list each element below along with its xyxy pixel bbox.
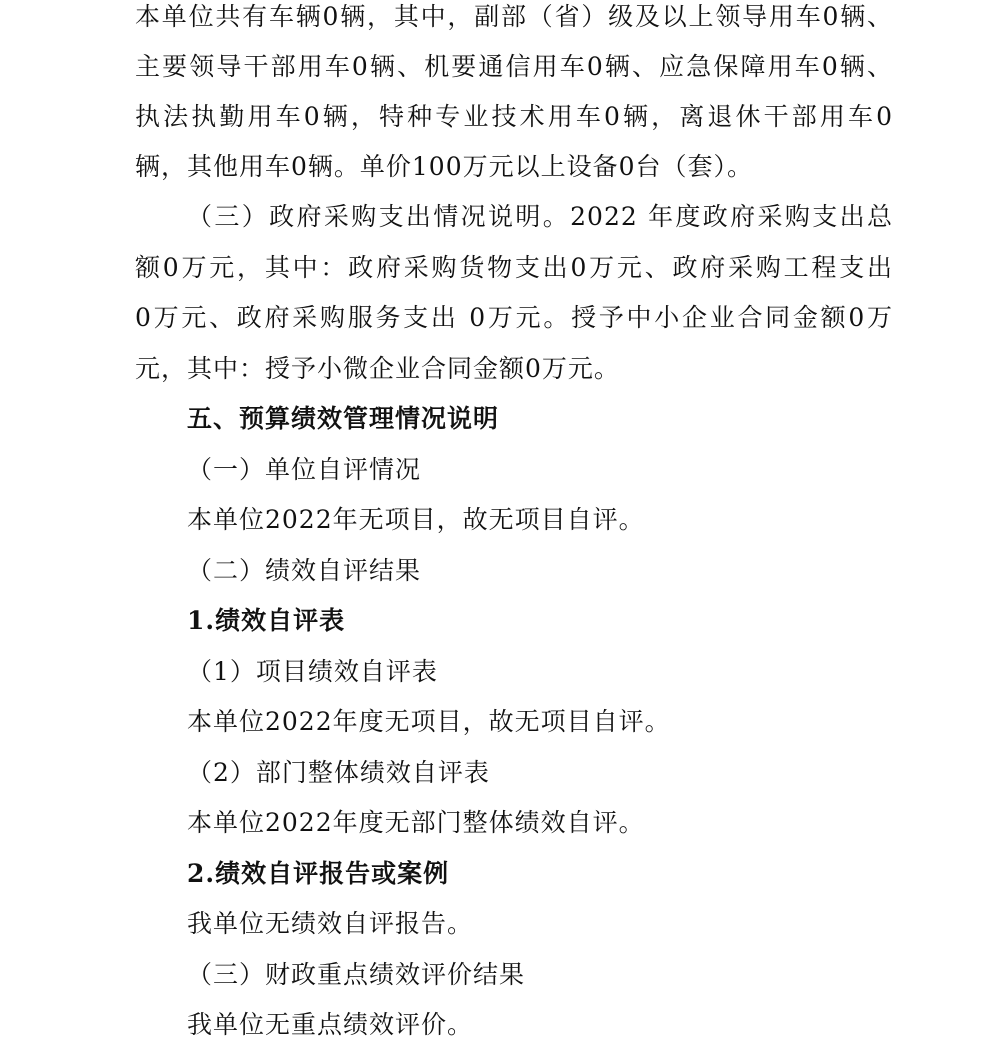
section-5-heading: 五、预算绩效管理情况说明 (187, 404, 500, 433)
dept-eval-table-heading: （2）部门整体绩效自评表 (187, 758, 490, 787)
unit-self-eval-text: 本单位2022年无项目，故无项目自评。 (187, 505, 645, 534)
self-eval-report-heading: 2.绩效自评报告或案例 (187, 859, 450, 888)
vehicles-paragraph-line-3: 执法执勤用车0辆，特种专业技术用车0辆，离退休干部用车0 (135, 102, 893, 131)
procurement-paragraph-line-3: 0万元、政府采购服务支出 0万元。授予中小企业合同金额0万 (135, 303, 893, 332)
procurement-paragraph-line-1: （三）政府采购支出情况说明。2022 年度政府采购支出总 (187, 202, 893, 231)
vehicles-paragraph-line-1: 本单位共有车辆0辆，其中，副部（省）级及以上领导用车0辆、 (135, 2, 893, 31)
project-eval-table-heading: （1）项目绩效自评表 (187, 657, 438, 686)
fiscal-eval-heading: （三）财政重点绩效评价结果 (187, 960, 526, 989)
self-eval-report-text: 我单位无绩效自评报告。 (187, 909, 474, 938)
self-eval-result-heading: （二）绩效自评结果 (187, 556, 422, 585)
procurement-paragraph-line-4: 元，其中：授予小微企业合同金额0万元。 (135, 354, 620, 383)
vehicles-paragraph-line-2: 主要领导干部用车0辆、机要通信用车0辆、应急保障用车0辆、 (135, 52, 893, 81)
fiscal-eval-text: 我单位无重点绩效评价。 (187, 1010, 474, 1039)
dept-eval-table-text: 本单位2022年度无部门整体绩效自评。 (187, 808, 645, 837)
unit-self-eval-heading: （一）单位自评情况 (187, 455, 422, 484)
project-eval-table-text: 本单位2022年度无项目，故无项目自评。 (187, 707, 671, 736)
vehicles-paragraph-line-4: 辆，其他用车0辆。单价100万元以上设备0台（套）。 (135, 152, 754, 181)
procurement-paragraph-line-2: 额0万元，其中：政府采购货物支出0万元、政府采购工程支出 (135, 253, 893, 282)
self-eval-table-heading: 1.绩效自评表 (187, 606, 346, 635)
